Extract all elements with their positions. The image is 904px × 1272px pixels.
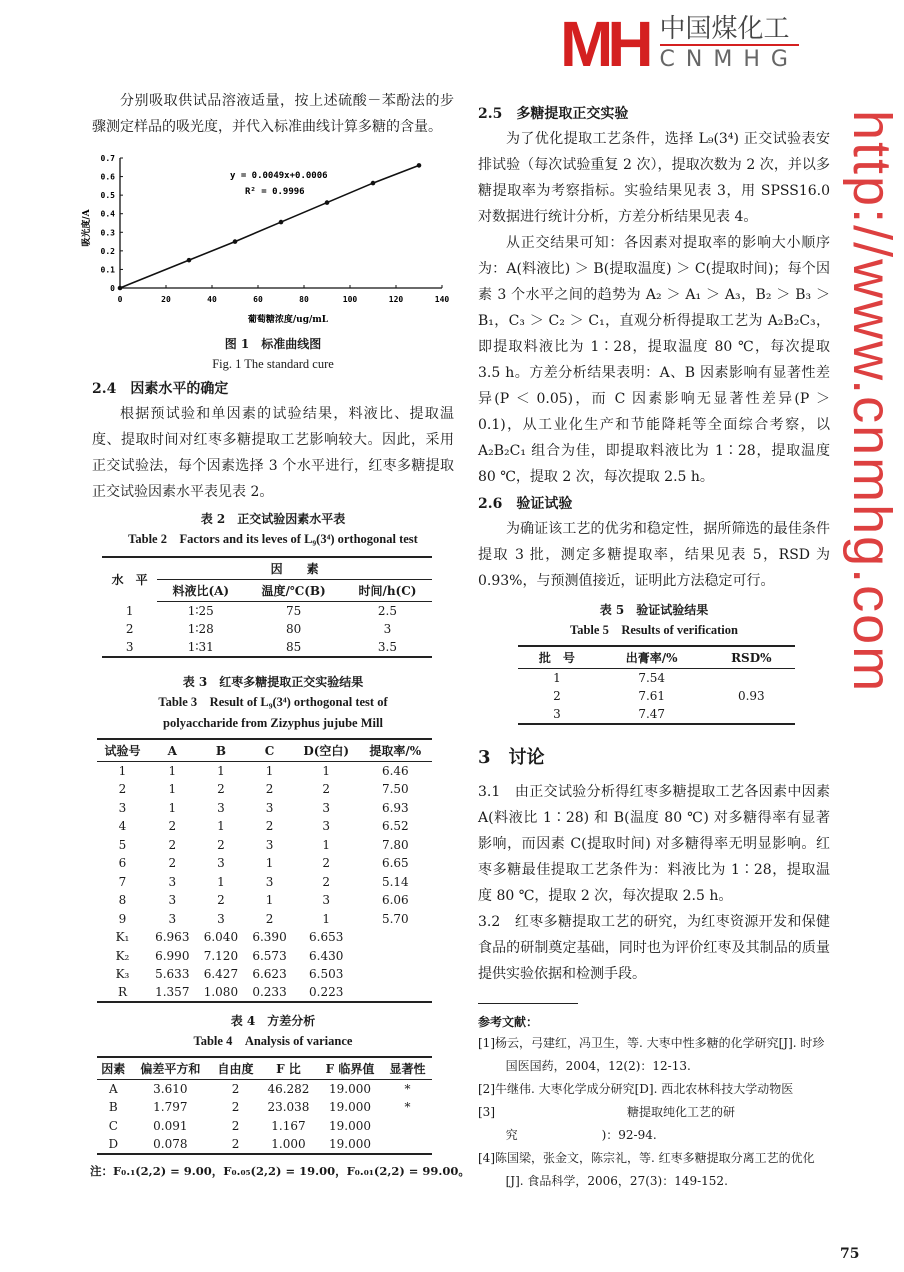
- cell: 1: [322, 911, 331, 926]
- cell: 1.080: [203, 985, 239, 1000]
- y-tick-label: 0.6: [100, 172, 115, 182]
- cell: 6.390: [252, 930, 287, 945]
- cell: 3: [217, 911, 225, 926]
- column-header: 批 号: [518, 646, 596, 669]
- cell: 19.000: [329, 1100, 372, 1115]
- column-header: 因素: [97, 1057, 130, 1080]
- x-tick-label: 140: [434, 295, 450, 304]
- table-row: [97, 799, 432, 818]
- y-tick-label: 0.7: [100, 154, 115, 163]
- cell: [359, 984, 432, 1003]
- cell: D: [108, 1136, 119, 1151]
- cell: 3: [168, 893, 177, 908]
- data-point: [279, 220, 284, 225]
- cell: 6.573: [252, 948, 287, 963]
- logo-mark: MH: [560, 8, 648, 80]
- cell: 2: [322, 874, 331, 889]
- left-column: [82, 88, 470, 1179]
- section-2-5-title: 2.5 多糖提取正交实验: [478, 106, 629, 122]
- cell: 3: [322, 819, 331, 834]
- data-point: [325, 200, 330, 205]
- cell: 1: [553, 671, 561, 685]
- x-tick-label: 120: [388, 295, 404, 304]
- cell: 2: [118, 782, 127, 797]
- table-row: [97, 762, 432, 781]
- cell: 2: [125, 622, 134, 637]
- reference-item: [3] 糖提取纯化工艺的研究 )：92-94.: [478, 1105, 735, 1142]
- table-row: [97, 947, 432, 966]
- table-2-title-cn: 表 2 正交试验因素水平表: [200, 512, 346, 526]
- table-5-title-cn: 表 5 验证试验结果: [599, 603, 709, 617]
- cell: 1∶28: [187, 622, 214, 637]
- section-2-4-text: 根据预试验和单因素的试验结果，料液比、提取温度、提取时间对红枣多糖提取工艺影响较大。因此，采用正交试验法，每个因素选择 3 个水平进行，红枣多糖提取正交试验因素水平表见表 2。: [92, 406, 454, 500]
- cell: 6.990: [155, 948, 190, 963]
- cell: 2: [231, 1082, 240, 1096]
- table-row: [518, 669, 795, 688]
- cell: 1∶31: [187, 640, 214, 655]
- cell: 7.120: [203, 948, 239, 963]
- cell: 1: [168, 764, 177, 778]
- cell: 2: [231, 1100, 240, 1115]
- cell: 23.038: [267, 1100, 310, 1115]
- column-header: RSD%: [708, 646, 795, 669]
- cell: 2: [265, 911, 274, 926]
- cell: 2: [168, 856, 177, 871]
- cell: 5.633: [155, 967, 190, 982]
- cell: 6.06: [381, 893, 409, 908]
- x-tick-label: 40: [207, 295, 217, 304]
- table-row: [97, 891, 432, 910]
- column-header: 温度/℃(B): [244, 580, 343, 602]
- cell: 2: [231, 1136, 240, 1151]
- header-factor: 因 素: [157, 557, 432, 580]
- cell: 3.610: [153, 1082, 188, 1096]
- cell: 75: [285, 604, 302, 618]
- cell: 3: [265, 800, 274, 815]
- cell: 4: [118, 819, 127, 834]
- column-header: F 临界值: [317, 1057, 383, 1080]
- cell: 1: [265, 764, 274, 778]
- cell: K₂: [115, 948, 130, 963]
- cell: 6.623: [252, 967, 287, 982]
- cell: 6.52: [381, 819, 409, 834]
- watermark-url: http://www.cnmhg.com: [842, 110, 902, 694]
- cell: 3.5: [377, 640, 397, 655]
- cell: *: [404, 1100, 411, 1115]
- table-5-title-en: Table 5 Results of verification: [570, 623, 738, 637]
- cnmhg-logo: [560, 8, 799, 80]
- section-2-6-title: 2.6 验证试验: [478, 496, 573, 512]
- cell: 5: [118, 837, 127, 852]
- cell: 5.70: [381, 911, 409, 926]
- cell: 5.14: [381, 874, 409, 889]
- column-header: 偏差平方和: [130, 1057, 211, 1080]
- cell: 3: [265, 837, 274, 852]
- cell: 2: [168, 819, 177, 834]
- cell: *: [404, 1082, 411, 1096]
- table-5: [518, 645, 795, 725]
- cell: 2.5: [377, 604, 397, 618]
- column-header: 显著性: [383, 1057, 432, 1080]
- cell: [359, 947, 432, 966]
- y-tick-label: 0.1: [100, 265, 115, 275]
- reference-item: [1]杨云，弓建红，冯卫生，等. 大枣中性多糖的化学研究[J]. 时珍国医国药，2004，12(2)：12-13.: [478, 1036, 825, 1073]
- table-row: [97, 780, 432, 799]
- fit-equation: y = 0.0049x+0.0006: [230, 171, 328, 181]
- table-4-title-cn: 表 4 方差分析: [230, 1014, 316, 1028]
- section-3-2-text: 3.2 红枣多糖提取工艺的研究，为红枣资源开发和保健食品的研制奠定基础，同时也为评价红枣及其制品的质量提供实验依据和检测手段。: [478, 914, 830, 982]
- table-3: [97, 738, 432, 1003]
- table-4: [97, 1056, 432, 1155]
- column-header: 自由度: [211, 1057, 260, 1080]
- cell: 2: [265, 782, 274, 797]
- cell: B: [108, 1100, 118, 1115]
- table-4-note: 注：F₀.₁(2,2) = 9.00，F₀.₀₅(2,2) = 19.00，F₀.₀₁(2,2) = 99.00。: [90, 1163, 470, 1178]
- column-header: C: [245, 739, 294, 762]
- column-header: D(空白): [294, 739, 359, 762]
- cell: 2: [231, 1118, 240, 1133]
- column-header: A: [148, 739, 197, 762]
- cell: 19.000: [329, 1136, 372, 1151]
- cell: 1: [265, 856, 274, 871]
- cell: 80: [285, 622, 302, 637]
- section-2-6-text: 为确证该工艺的优劣和稳定性，据所筛选的最佳条件提取 3 批，测定多糖提取率，结果见表 5，RSD 为 0.93%，与预测值接近，证明此方法稳定可行。: [478, 521, 830, 589]
- y-tick-label: 0.4: [100, 209, 115, 219]
- cell: 2: [217, 837, 225, 852]
- column-header: 提取率/%: [359, 739, 432, 762]
- cell: 2: [553, 689, 561, 704]
- table-row: [97, 873, 432, 892]
- r-squared: R² = 0.9996: [245, 187, 305, 197]
- cell: 1: [322, 764, 331, 778]
- table-2: [102, 556, 432, 658]
- column-header: 出膏率/%: [596, 646, 708, 669]
- x-axis-label: 葡萄糖浓度/ug/mL: [247, 315, 329, 325]
- data-point: [371, 181, 376, 186]
- table-3-title-cn: 表 3 红枣多糖提取正交实验结果: [182, 675, 364, 689]
- column-header: 试验号: [97, 739, 148, 762]
- cell: 3: [265, 874, 274, 889]
- table-row: [97, 984, 432, 1003]
- cell: 1.797: [153, 1100, 188, 1115]
- right-column: [478, 102, 830, 1193]
- y-tick-label: 0: [110, 284, 115, 293]
- cell: [359, 965, 432, 984]
- cell: 6.430: [309, 948, 344, 963]
- cell: 0.223: [309, 985, 344, 1000]
- cell: 2: [168, 837, 177, 852]
- x-tick-label: 20: [161, 295, 171, 304]
- data-point: [118, 286, 123, 291]
- x-tick-label: 100: [342, 295, 358, 304]
- cell: 2: [217, 893, 225, 908]
- table-row: [97, 910, 432, 929]
- cell: 3: [125, 640, 134, 655]
- table-row: [102, 620, 432, 639]
- logo-text-cn: 中国煤化工: [660, 14, 799, 46]
- section-2-5-text: 为了优化提取工艺条件，选择 L₉(3⁴) 正交试验表安排试验（每次试验重复 2 次），提取次数为 2 次，并以多糖提取率为考察指标。实验结果见表 3，用 SPSS16.0 对数据进行统计分析，方差分析结果见表 4。: [478, 131, 830, 225]
- data-point: [417, 163, 422, 168]
- cell: 1: [168, 800, 177, 815]
- cell: 6.653: [309, 930, 344, 945]
- cell: 1: [118, 764, 127, 778]
- standard-curve-chart: [80, 148, 460, 328]
- cell: 6.93: [381, 800, 409, 815]
- table-row: [97, 1080, 432, 1099]
- cell: A: [108, 1082, 118, 1096]
- reference-item: [2]牛继伟. 大枣化学成分研究[D]. 西北农林科技大学动物医: [478, 1082, 794, 1096]
- cell: 1.000: [271, 1136, 306, 1151]
- table-3-title-en-2: polyaccharide from Zizyphus jujube Mill: [163, 716, 383, 730]
- cell: 3: [322, 893, 331, 908]
- cell: 6.65: [381, 856, 409, 871]
- cell: 1.167: [271, 1118, 306, 1133]
- cell: 0.078: [153, 1136, 188, 1151]
- cell: 9: [118, 911, 127, 926]
- cell: 7.61: [638, 689, 666, 704]
- data-point: [233, 239, 238, 244]
- table-row: [97, 965, 432, 984]
- cell: 3: [217, 856, 225, 871]
- cell: 3: [118, 800, 127, 815]
- cell: 7: [118, 874, 127, 889]
- cell: K₃: [115, 967, 130, 982]
- cell: 1: [125, 603, 134, 618]
- cell: 6.503: [309, 967, 344, 982]
- table-row: [102, 639, 432, 658]
- section-3-title: 3 讨论: [478, 747, 545, 768]
- cell: 6.427: [203, 967, 239, 982]
- cell: 1: [265, 893, 274, 908]
- cell: 1: [322, 837, 331, 852]
- intro-paragraph: 分别吸取供试品溶液适量，按上述硫酸－苯酚法的步骤测定样品的吸光度，并代入标准曲线计算多糖的含量。: [92, 93, 454, 135]
- table-row: [97, 1117, 432, 1136]
- table-row: [102, 602, 432, 621]
- section-3-1-text: 3.1 由正交试验分析得红枣多糖提取工艺各因素中因素 A(料液比 1∶28) 和 B(温度 80 ℃) 对多糖得率有显著影响，而因素 C(提取时间) 对多糖得率无明显影响。红枣多糖最佳提取工艺条件为：料液比为 1∶28，提取温度 80 ℃，提取 2 次，每次提取 2.5 h。: [478, 784, 830, 904]
- x-tick-label: 60: [253, 295, 263, 304]
- column-header: F 比: [260, 1057, 317, 1080]
- table-row: [97, 854, 432, 873]
- cell: 85: [285, 640, 302, 655]
- table-row: [97, 817, 432, 836]
- cell: 2: [322, 856, 331, 871]
- cell: 2: [217, 782, 225, 797]
- cell: 6.040: [203, 930, 239, 945]
- cell: 3: [168, 911, 177, 926]
- reference-item: [4]陈国梁，张金文，陈宗礼，等. 红枣多糖提取分离工艺的优化[J]. 食品科学，2006，27(3)：149-152.: [478, 1151, 815, 1188]
- y-tick-label: 0.2: [100, 246, 115, 256]
- cell: 7.54: [638, 671, 666, 685]
- cell: 1∶25: [187, 604, 214, 618]
- column-header: 时间/h(C): [343, 580, 432, 602]
- cell: 8: [118, 893, 127, 908]
- table-row: [97, 1135, 432, 1154]
- cell: 2: [265, 819, 274, 834]
- table-row: [97, 1098, 432, 1117]
- cell: 3: [383, 622, 392, 637]
- cell: [359, 928, 432, 947]
- table-row: [97, 928, 432, 947]
- table-2-title-en: Table 2 Factors and its leves of L₉(3⁴) orthogonal test: [128, 532, 418, 546]
- x-tick-label: 0: [117, 295, 123, 304]
- cell: 3: [217, 800, 225, 815]
- table-4-title-en: Table 4 Analysis of variance: [193, 1034, 353, 1048]
- cell: 1: [168, 782, 177, 797]
- references-divider: [478, 1003, 578, 1004]
- cell: 1.357: [155, 985, 190, 1000]
- cell: 19.000: [329, 1118, 372, 1133]
- cell: R: [117, 985, 127, 1000]
- cell: 7.47: [638, 707, 666, 722]
- cell: 7.50: [381, 782, 409, 797]
- cell: 6: [118, 856, 127, 871]
- section-2-5-results: 从正交结果可知：各因素对提取率的影响大小顺序为：A(料液比) ＞ B(提取温度) ＞ C(提取时间)；每个因素 3 个水平之间的趋势为 A₂ ＞ A₁ ＞ A₃，B₂ ＞ B₃ ＞ B₁，C₃ ＞ C₂ ＞ C₁，直观分析得提取工艺为 A₂B₂C₃，即提取料液比为 1∶28，提取温度 80 ℃，每次提取 3.5 h。方差分析结果表明：A、B 因素影响有显著性差异(P ＜ 0.05)，而 C 因素影响无显著性差异(P ＞ 0.1)，从工业化生产和节能降耗等全面综合考察，以 A₂B₂C₁ 组合为佳，即提取料液比为 1∶28，提取温度 80 ℃，提取 2 次，每次提取 2.5 h。: [478, 235, 830, 485]
- cell: [383, 1135, 432, 1154]
- cell: 1: [217, 874, 225, 889]
- cell: K₁: [115, 930, 130, 945]
- cell: 46.282: [267, 1082, 310, 1096]
- cell: 7.80: [381, 837, 409, 852]
- references-title: 参考文献：: [478, 1015, 539, 1029]
- column-header: B: [197, 739, 246, 762]
- x-tick-label: 80: [299, 295, 309, 304]
- cell: 19.000: [329, 1082, 372, 1096]
- page-number: 75: [840, 1246, 860, 1262]
- figure-1-caption-cn: 图 1 标准曲线图: [224, 337, 322, 351]
- cell: 2: [322, 782, 331, 797]
- rsd-value: 0.93: [737, 689, 765, 703]
- cell: 3: [553, 707, 561, 722]
- figure-1-caption-en: Fig. 1 The standard cure: [212, 357, 334, 371]
- y-tick-label: 0.5: [100, 191, 115, 201]
- cell: [383, 1117, 432, 1136]
- cell: 0.091: [153, 1118, 188, 1133]
- header-level: 水 平: [111, 573, 148, 588]
- y-axis-label: 吸光度/A: [82, 209, 92, 247]
- logo-text-en: CNMHG: [659, 47, 799, 72]
- cell: 3: [322, 800, 331, 815]
- column-header: 料液比(A): [157, 580, 244, 602]
- cell: 1: [217, 819, 225, 834]
- data-point: [187, 258, 192, 263]
- cell: 6.46: [381, 764, 409, 778]
- cell: 6.963: [155, 930, 190, 945]
- y-tick-label: 0.3: [100, 228, 115, 238]
- table-3-title-en-1: Table 3 Result of L₉(3⁴) orthogonal test of: [158, 695, 388, 709]
- table-row: [97, 836, 432, 855]
- cell: 1: [217, 764, 225, 778]
- cell: C: [108, 1118, 118, 1133]
- section-2-4-title: 2.4 因素水平的确定: [92, 381, 229, 397]
- cell: 0.233: [252, 985, 287, 1000]
- references-list: [478, 1032, 830, 1193]
- cell: 3: [168, 874, 177, 889]
